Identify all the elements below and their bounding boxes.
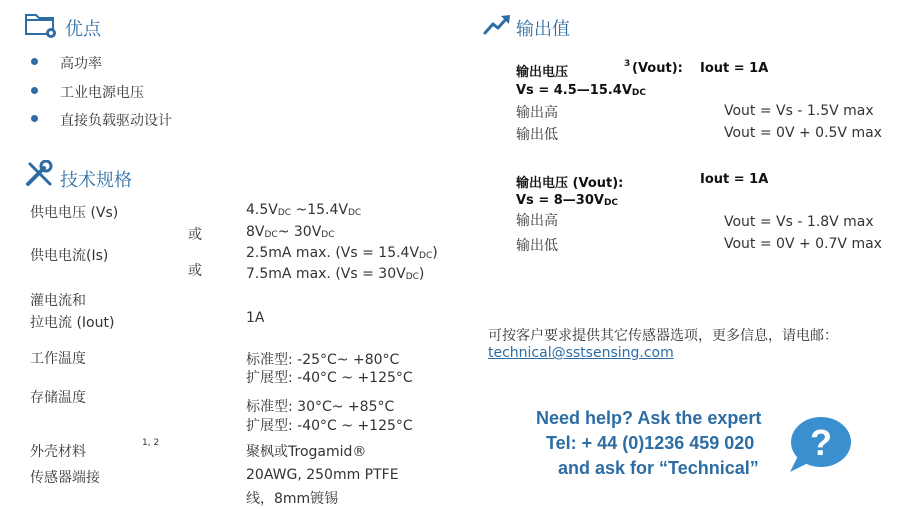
help-line-1: Need help? Ask the expert [536,408,762,428]
spec-value-sink-current: 1A [246,310,265,326]
output-voltage-label: 输出电压 [516,65,569,80]
output-high-value: Vout = Vs - 1.8V max [724,214,874,230]
output-title: 输出值 [516,19,570,40]
spec-label-supply-current: 供电电流(Is) [30,248,109,264]
advantages-title: 优点 [65,19,101,40]
bullet-dot [31,58,38,65]
output-iout: Iout = 1A [700,172,769,187]
output-high-value: Vout = Vs - 1.5V max [724,103,874,119]
output-high-label: 输出高 [516,105,558,121]
spec-value-supply-current-1: 2.5mA max. (Vs = 15.4VDC) [246,245,438,261]
output-footnote: 3 [624,59,631,69]
output-iout: Iout = 1A [700,61,769,76]
spec-value-supply-voltage-1: 4.5VDC ~15.4VDC [246,202,362,218]
spec-label-sink-current-1: 灌电流和 [30,293,86,309]
output-low-label: 输出低 [516,127,558,143]
help-phone[interactable]: Tel: + 44 (0)1236 459 020 [546,433,755,453]
spec-label-housing: 外壳材料 [30,444,86,460]
spec-value-termination-1: 20AWG, 250mm PTFE [246,467,399,483]
advantage-item: 直接负载驱动设计 [60,113,172,129]
output-low-label: 输出低 [516,238,558,254]
tools-icon [24,160,54,188]
specs-title: 技术规格 [60,170,132,191]
advantage-item: 工业电源电压 [60,85,144,101]
contact-email-link[interactable]: technical@sstsensing.com [488,345,674,361]
spec-label-supply-voltage: 供电电压 (Vs) [30,205,119,221]
spec-value-supply-voltage-2: 8VDC~ 30VDC [246,224,335,240]
spec-or: 或 [188,263,202,279]
spec-label-termination: 传感器端接 [30,470,100,486]
spec-value-supply-current-2: 7.5mA max. (Vs = 30VDC) [246,266,425,282]
contact-text: 可按客户要求提供其它传感器选项，更多信息，请电邮： [488,328,838,344]
bullet-dot [31,115,38,122]
spec-or: 或 [188,227,202,243]
help-question-bubble-icon[interactable] [784,414,854,474]
help-line-3: and ask for “Technical” [558,458,759,478]
spec-value-operating-temp-ext: 扩展型: -40°C ~ +125°C [246,370,413,386]
output-low-value: Vout = 0V + 0.5V max [724,125,882,141]
bullet-dot [31,87,38,94]
spec-label-operating-temp: 工作温度 [30,351,86,367]
help-question-glyph: ? [810,422,832,463]
output-voltage-label: 输出电压 (Vout): [516,176,624,191]
spec-footnote: 1, 2 [142,438,160,448]
spec-value-housing: 聚枫或Trogamid® [246,444,367,460]
trend-up-icon [483,12,513,36]
spec-value-operating-temp-std: 标准型: -25°C~ +80°C [246,352,400,368]
spec-label-sink-current-2: 拉电流 (Iout) [30,315,115,331]
output-vs-range: Vs = 8—30VDC [516,193,619,208]
advantage-item: 高功率 [60,56,102,72]
folder-gear-icon [24,10,60,40]
spec-value-storage-temp-ext: 扩展型: -40°C ~ +125°C [246,418,413,434]
spec-label-storage-temp: 存储温度 [30,390,86,406]
output-vs-range: Vs = 4.5—15.4VDC [516,83,646,98]
spec-value-storage-temp-std: 标准型: 30°C~ +85°C [246,399,395,415]
output-low-value: Vout = 0V + 0.7V max [724,236,882,252]
spec-value-termination-2: 线，8mm镀锡 [246,491,339,507]
output-vout-label: (Vout): [632,61,683,76]
output-high-label: 输出高 [516,213,558,229]
